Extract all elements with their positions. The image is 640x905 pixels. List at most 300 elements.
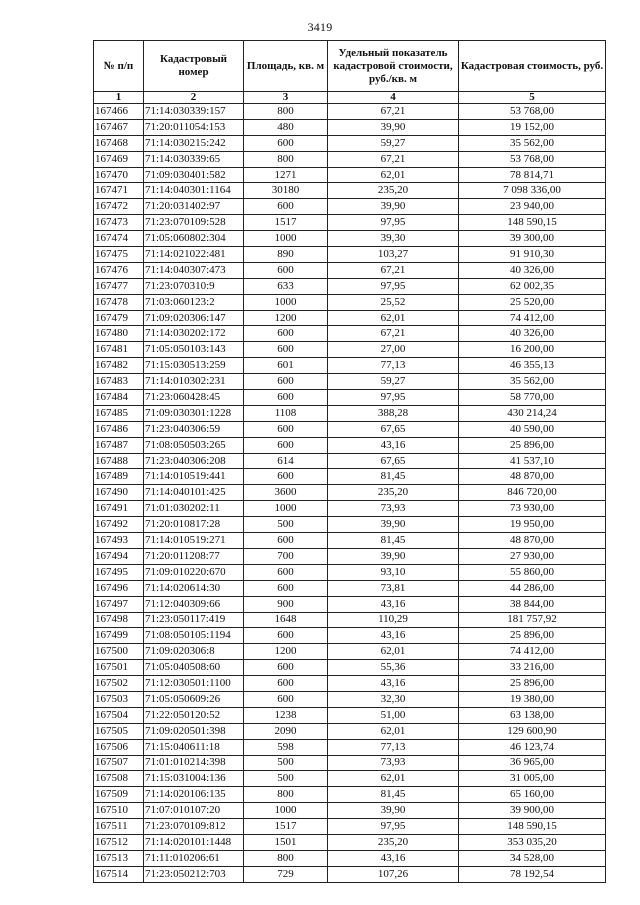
cadastral-number-cell: 71:20:011054:153: [144, 119, 244, 135]
table-row: [94, 564, 606, 580]
unit-rate-cell: 110,29: [328, 612, 459, 628]
area-cell: 600: [244, 374, 328, 390]
cadastral-value-cell: 53 768,00: [459, 151, 606, 167]
table-row: [94, 676, 606, 692]
unit-rate-cell: 39,30: [328, 231, 459, 247]
cadastral-value-cell: 63 138,00: [459, 707, 606, 723]
cadastral-number-cell: 71:14:040301:1164: [144, 183, 244, 199]
row-number-cell: 167477: [94, 278, 144, 294]
row-number-cell: 167480: [94, 326, 144, 342]
area-cell: 600: [244, 135, 328, 151]
area-cell: 30180: [244, 183, 328, 199]
unit-rate-cell: 67,21: [328, 104, 459, 120]
unit-rate-cell: 67,21: [328, 151, 459, 167]
area-cell: 600: [244, 580, 328, 596]
cadastral-value-cell: 65 160,00: [459, 787, 606, 803]
area-cell: 1000: [244, 231, 328, 247]
cadastral-number-cell: 71:23:050212:703: [144, 866, 244, 882]
cadastral-number-cell: 71:14:020106:135: [144, 787, 244, 803]
table-row: [94, 803, 606, 819]
row-number-cell: 167475: [94, 247, 144, 263]
header-cadastral-number: Кадастровый номер: [144, 41, 244, 92]
header-unit-rate: Удельный показатель кадастровой стоимости, руб./кв. м: [328, 41, 459, 92]
unit-rate-cell: 62,01: [328, 167, 459, 183]
page-number: 3419: [307, 20, 333, 34]
cadastral-number-cell: 71:07:010107:20: [144, 803, 244, 819]
unit-rate-cell: 67,65: [328, 421, 459, 437]
cadastral-number-cell: 71:09:020501:398: [144, 723, 244, 739]
area-cell: 1000: [244, 803, 328, 819]
area-cell: 729: [244, 866, 328, 882]
row-number-cell: 167512: [94, 834, 144, 850]
row-number-cell: 167470: [94, 167, 144, 183]
cadastral-value-cell: 25 896,00: [459, 628, 606, 644]
unit-rate-cell: 62,01: [328, 644, 459, 660]
cadastral-number-cell: 71:23:070109:812: [144, 819, 244, 835]
area-cell: 500: [244, 755, 328, 771]
cadastral-value-cell: 36 965,00: [459, 755, 606, 771]
cadastral-number-cell: 71:14:030202:172: [144, 326, 244, 342]
cadastral-number-cell: 71:20:031402:97: [144, 199, 244, 215]
cadastral-value-cell: 78 192,54: [459, 866, 606, 882]
table-row: [94, 866, 606, 882]
row-number-cell: 167495: [94, 564, 144, 580]
cadastral-value-cell: 74 412,00: [459, 310, 606, 326]
area-cell: 601: [244, 358, 328, 374]
row-number-cell: 167509: [94, 787, 144, 803]
table-row: [94, 771, 606, 787]
cadastral-value-cell: 39 900,00: [459, 803, 606, 819]
cadastral-number-cell: 71:23:050117:419: [144, 612, 244, 628]
table-row: [94, 119, 606, 135]
cadastral-value-cell: 53 768,00: [459, 104, 606, 120]
table-row: [94, 294, 606, 310]
area-cell: 600: [244, 628, 328, 644]
row-number-cell: 167496: [94, 580, 144, 596]
table-row: [94, 199, 606, 215]
cadastral-value-cell: 23 940,00: [459, 199, 606, 215]
cadastral-number-cell: 71:14:021022:481: [144, 247, 244, 263]
unit-rate-cell: 77,13: [328, 739, 459, 755]
area-cell: 600: [244, 533, 328, 549]
row-number-cell: 167500: [94, 644, 144, 660]
table-row: [94, 548, 606, 564]
unit-rate-cell: 32,30: [328, 691, 459, 707]
row-number-cell: 167511: [94, 819, 144, 835]
table-row: [94, 310, 606, 326]
cadastral-value-cell: 40 590,00: [459, 421, 606, 437]
cadastral-value-cell: 40 326,00: [459, 262, 606, 278]
row-number-cell: 167472: [94, 199, 144, 215]
row-number-cell: 167491: [94, 501, 144, 517]
area-cell: 600: [244, 469, 328, 485]
unit-rate-cell: 43,16: [328, 676, 459, 692]
table-row: [94, 469, 606, 485]
area-cell: 600: [244, 199, 328, 215]
unit-rate-cell: 59,27: [328, 374, 459, 390]
cadastral-number-cell: 71:09:020306:147: [144, 310, 244, 326]
area-cell: 600: [244, 390, 328, 406]
table-row: [94, 183, 606, 199]
area-cell: 1648: [244, 612, 328, 628]
table-row: [94, 278, 606, 294]
area-cell: 900: [244, 596, 328, 612]
cadastral-number-cell: 71:05:040508:60: [144, 660, 244, 676]
unit-rate-cell: 97,95: [328, 215, 459, 231]
cadastral-number-cell: 71:20:010817:28: [144, 517, 244, 533]
row-number-cell: 167502: [94, 676, 144, 692]
cadastral-value-cell: 16 200,00: [459, 342, 606, 358]
row-number-cell: 167473: [94, 215, 144, 231]
table-row: [94, 453, 606, 469]
row-number-cell: 167504: [94, 707, 144, 723]
area-cell: 2090: [244, 723, 328, 739]
area-cell: 1238: [244, 707, 328, 723]
unit-rate-cell: 51,00: [328, 707, 459, 723]
table-row: [94, 135, 606, 151]
table-row: [94, 644, 606, 660]
cadastral-number-cell: 71:03:060123:2: [144, 294, 244, 310]
area-cell: 600: [244, 421, 328, 437]
cadastral-number-cell: 71:14:020101:1448: [144, 834, 244, 850]
unit-rate-cell: 39,90: [328, 803, 459, 819]
cadastral-number-cell: 71:14:010519:271: [144, 533, 244, 549]
area-cell: 1000: [244, 294, 328, 310]
table-row: [94, 834, 606, 850]
table-row: [94, 628, 606, 644]
table-row: [94, 247, 606, 263]
area-cell: 598: [244, 739, 328, 755]
column-index: 5: [459, 92, 606, 104]
cadastral-number-cell: 71:09:010220:670: [144, 564, 244, 580]
row-number-cell: 167497: [94, 596, 144, 612]
unit-rate-cell: 73,93: [328, 755, 459, 771]
row-number-cell: 167498: [94, 612, 144, 628]
cadastral-number-cell: 71:23:040306:208: [144, 453, 244, 469]
table-row: [94, 723, 606, 739]
cadastral-value-cell: 129 600,90: [459, 723, 606, 739]
unit-rate-cell: 73,93: [328, 501, 459, 517]
cadastral-number-cell: 71:14:040307:473: [144, 262, 244, 278]
table-row: [94, 104, 606, 120]
area-cell: 1271: [244, 167, 328, 183]
cadastral-value-cell: 181 757,92: [459, 612, 606, 628]
unit-rate-cell: 235,20: [328, 834, 459, 850]
unit-rate-cell: 55,36: [328, 660, 459, 676]
cadastral-number-cell: 71:12:040309:66: [144, 596, 244, 612]
area-cell: 1000: [244, 501, 328, 517]
cadastral-value-cell: 44 286,00: [459, 580, 606, 596]
cadastral-value-cell: 430 214,24: [459, 405, 606, 421]
table-row: [94, 421, 606, 437]
cadastral-number-cell: 71:14:020614:30: [144, 580, 244, 596]
cadastral-number-cell: 71:05:060802:304: [144, 231, 244, 247]
area-cell: 800: [244, 104, 328, 120]
table-row: [94, 231, 606, 247]
table-row: [94, 326, 606, 342]
row-number-cell: 167513: [94, 850, 144, 866]
area-cell: 800: [244, 787, 328, 803]
unit-rate-cell: 235,20: [328, 485, 459, 501]
cadastral-value-cell: 35 562,00: [459, 374, 606, 390]
unit-rate-cell: 67,21: [328, 326, 459, 342]
cadastral-number-cell: 71:11:010206:61: [144, 850, 244, 866]
cadastral-value-table: [93, 40, 606, 883]
cadastral-value-cell: 353 035,20: [459, 834, 606, 850]
area-cell: 1501: [244, 834, 328, 850]
unit-rate-cell: 43,16: [328, 596, 459, 612]
unit-rate-cell: 43,16: [328, 628, 459, 644]
cadastral-value-cell: 25 896,00: [459, 676, 606, 692]
row-number-cell: 167476: [94, 262, 144, 278]
row-number-cell: 167487: [94, 437, 144, 453]
table-row: [94, 580, 606, 596]
area-cell: 800: [244, 850, 328, 866]
table-row: [94, 660, 606, 676]
table-row: [94, 612, 606, 628]
area-cell: 1200: [244, 310, 328, 326]
cadastral-value-cell: 846 720,00: [459, 485, 606, 501]
row-number-cell: 167507: [94, 755, 144, 771]
table-row: [94, 850, 606, 866]
cadastral-number-cell: 71:23:070109:528: [144, 215, 244, 231]
cadastral-number-cell: 71:08:050105:1194: [144, 628, 244, 644]
cadastral-value-cell: 148 590,15: [459, 819, 606, 835]
cadastral-value-cell: 25 520,00: [459, 294, 606, 310]
cadastral-value-cell: 38 844,00: [459, 596, 606, 612]
cadastral-value-cell: 35 562,00: [459, 135, 606, 151]
cadastral-number-cell: 71:01:010214:398: [144, 755, 244, 771]
row-number-cell: 167481: [94, 342, 144, 358]
area-cell: 1108: [244, 405, 328, 421]
row-number-cell: 167501: [94, 660, 144, 676]
row-number-cell: 167486: [94, 421, 144, 437]
table-row: [94, 437, 606, 453]
unit-rate-cell: 93,10: [328, 564, 459, 580]
cadastral-value-cell: 33 216,00: [459, 660, 606, 676]
row-number-cell: 167479: [94, 310, 144, 326]
area-cell: 600: [244, 262, 328, 278]
unit-rate-cell: 59,27: [328, 135, 459, 151]
area-cell: 1517: [244, 215, 328, 231]
cadastral-value-cell: 31 005,00: [459, 771, 606, 787]
area-cell: 500: [244, 517, 328, 533]
cadastral-value-cell: 48 870,00: [459, 533, 606, 549]
cadastral-value-cell: 40 326,00: [459, 326, 606, 342]
cadastral-value-cell: 25 896,00: [459, 437, 606, 453]
table-row: [94, 787, 606, 803]
row-number-cell: 167503: [94, 691, 144, 707]
cadastral-number-cell: 71:23:070310:9: [144, 278, 244, 294]
cadastral-value-cell: 74 412,00: [459, 644, 606, 660]
unit-rate-cell: 388,28: [328, 405, 459, 421]
unit-rate-cell: 43,16: [328, 437, 459, 453]
cadastral-number-cell: 71:05:050609:26: [144, 691, 244, 707]
header-row-number: № п/п: [94, 41, 144, 92]
table-row: [94, 533, 606, 549]
unit-rate-cell: 43,16: [328, 850, 459, 866]
cadastral-number-cell: 71:01:030202:11: [144, 501, 244, 517]
cadastral-number-cell: 71:20:011208:77: [144, 548, 244, 564]
unit-rate-cell: 62,01: [328, 310, 459, 326]
cadastral-number-cell: 71:15:031004:136: [144, 771, 244, 787]
column-index: 4: [328, 92, 459, 104]
row-number-cell: 167471: [94, 183, 144, 199]
row-number-cell: 167492: [94, 517, 144, 533]
table-row: [94, 819, 606, 835]
cadastral-value-cell: 73 930,00: [459, 501, 606, 517]
cadastral-number-cell: 71:23:060428:45: [144, 390, 244, 406]
row-number-cell: 167483: [94, 374, 144, 390]
area-cell: 614: [244, 453, 328, 469]
area-cell: 700: [244, 548, 328, 564]
row-number-cell: 167478: [94, 294, 144, 310]
unit-rate-cell: 97,95: [328, 390, 459, 406]
row-number-cell: 167505: [94, 723, 144, 739]
table-row: [94, 485, 606, 501]
unit-rate-cell: 27,00: [328, 342, 459, 358]
cadastral-value-cell: 91 910,30: [459, 247, 606, 263]
header-area: Площадь, кв. м: [244, 41, 328, 92]
row-number-cell: 167484: [94, 390, 144, 406]
unit-rate-cell: 103,27: [328, 247, 459, 263]
cadastral-value-cell: 58 770,00: [459, 390, 606, 406]
unit-rate-cell: 39,90: [328, 548, 459, 564]
cadastral-number-cell: 71:12:030501:1100: [144, 676, 244, 692]
column-index: 2: [144, 92, 244, 104]
row-number-cell: 167482: [94, 358, 144, 374]
row-number-cell: 167488: [94, 453, 144, 469]
row-number-cell: 167490: [94, 485, 144, 501]
cadastral-value-cell: 48 870,00: [459, 469, 606, 485]
cadastral-number-cell: 71:05:050103:143: [144, 342, 244, 358]
cadastral-value-cell: 19 152,00: [459, 119, 606, 135]
area-cell: 600: [244, 691, 328, 707]
cadastral-number-cell: 71:14:010519:441: [144, 469, 244, 485]
row-number-cell: 167468: [94, 135, 144, 151]
table-row: [94, 596, 606, 612]
area-cell: 480: [244, 119, 328, 135]
unit-rate-cell: 67,65: [328, 453, 459, 469]
table-row: [94, 151, 606, 167]
cadastral-value-cell: 19 950,00: [459, 517, 606, 533]
cadastral-number-cell: 71:23:040306:59: [144, 421, 244, 437]
table-row: [94, 405, 606, 421]
row-number-cell: 167514: [94, 866, 144, 882]
unit-rate-cell: 81,45: [328, 787, 459, 803]
row-number-cell: 167508: [94, 771, 144, 787]
unit-rate-cell: 39,90: [328, 517, 459, 533]
cadastral-number-cell: 71:14:030339:65: [144, 151, 244, 167]
row-number-cell: 167494: [94, 548, 144, 564]
row-number-cell: 167485: [94, 405, 144, 421]
area-cell: 1200: [244, 644, 328, 660]
column-index: 3: [244, 92, 328, 104]
row-number-cell: 167466: [94, 104, 144, 120]
cadastral-value-cell: 78 814,71: [459, 167, 606, 183]
cadastral-value-cell: 148 590,15: [459, 215, 606, 231]
cadastral-value-cell: 62 002,35: [459, 278, 606, 294]
area-cell: 500: [244, 771, 328, 787]
cadastral-value-cell: 19 380,00: [459, 691, 606, 707]
table-row: [94, 501, 606, 517]
cadastral-value-cell: 46 355,13: [459, 358, 606, 374]
cadastral-number-cell: 71:08:050503:265: [144, 437, 244, 453]
unit-rate-cell: 73,81: [328, 580, 459, 596]
area-cell: 600: [244, 676, 328, 692]
column-index: 1: [94, 92, 144, 104]
table-row: [94, 517, 606, 533]
table-row: [94, 691, 606, 707]
cadastral-number-cell: 71:09:030301:1228: [144, 405, 244, 421]
table-row: [94, 390, 606, 406]
cadastral-number-cell: 71:14:030215:242: [144, 135, 244, 151]
header-row: [94, 41, 606, 92]
table-row: [94, 739, 606, 755]
row-number-cell: 167506: [94, 739, 144, 755]
row-number-cell: 167510: [94, 803, 144, 819]
cadastral-number-cell: 71:15:030513:259: [144, 358, 244, 374]
unit-rate-cell: 97,95: [328, 819, 459, 835]
unit-rate-cell: 62,01: [328, 771, 459, 787]
unit-rate-cell: 39,90: [328, 119, 459, 135]
unit-rate-cell: 81,45: [328, 469, 459, 485]
area-cell: 1517: [244, 819, 328, 835]
cadastral-number-cell: 71:09:020306:8: [144, 644, 244, 660]
area-cell: 890: [244, 247, 328, 263]
area-cell: 633: [244, 278, 328, 294]
unit-rate-cell: 97,95: [328, 278, 459, 294]
cadastral-value-cell: 7 098 336,00: [459, 183, 606, 199]
table-row: [94, 358, 606, 374]
unit-rate-cell: 235,20: [328, 183, 459, 199]
row-number-cell: 167474: [94, 231, 144, 247]
area-cell: 800: [244, 151, 328, 167]
row-number-cell: 167499: [94, 628, 144, 644]
row-number-cell: 167489: [94, 469, 144, 485]
unit-rate-cell: 107,26: [328, 866, 459, 882]
unit-rate-cell: 67,21: [328, 262, 459, 278]
cadastral-number-cell: 71:09:030401:582: [144, 167, 244, 183]
unit-rate-cell: 62,01: [328, 723, 459, 739]
unit-rate-cell: 81,45: [328, 533, 459, 549]
cadastral-number-cell: 71:15:040611:18: [144, 739, 244, 755]
cadastral-value-cell: 39 300,00: [459, 231, 606, 247]
area-cell: 600: [244, 326, 328, 342]
area-cell: 600: [244, 342, 328, 358]
table-row: [94, 215, 606, 231]
area-cell: 3600: [244, 485, 328, 501]
unit-rate-cell: 39,90: [328, 199, 459, 215]
cadastral-number-cell: 71:22:050120:52: [144, 707, 244, 723]
column-index-row: [94, 92, 606, 104]
unit-rate-cell: 25,52: [328, 294, 459, 310]
table-row: [94, 707, 606, 723]
area-cell: 600: [244, 437, 328, 453]
header-cadastral-value: Кадастровая стоимость, руб.: [459, 41, 606, 92]
table-row: [94, 262, 606, 278]
row-number-cell: 167493: [94, 533, 144, 549]
cadastral-number-cell: 71:14:030339:157: [144, 104, 244, 120]
row-number-cell: 167467: [94, 119, 144, 135]
table-row: [94, 374, 606, 390]
cadastral-value-cell: 41 537,10: [459, 453, 606, 469]
cadastral-value-cell: 46 123,74: [459, 739, 606, 755]
cadastral-value-cell: 34 528,00: [459, 850, 606, 866]
cadastral-value-cell: 27 930,00: [459, 548, 606, 564]
row-number-cell: 167469: [94, 151, 144, 167]
cadastral-number-cell: 71:14:010302:231: [144, 374, 244, 390]
